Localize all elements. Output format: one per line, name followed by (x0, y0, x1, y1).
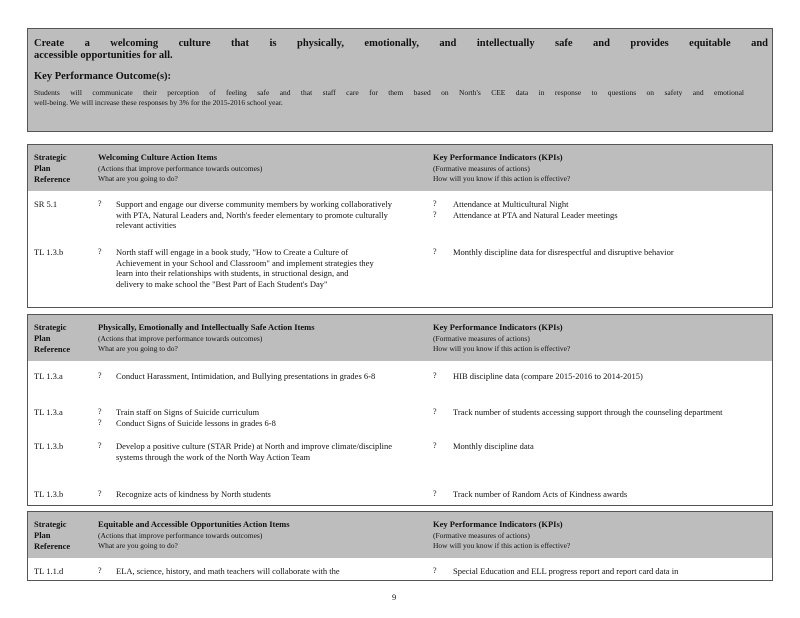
kpo-text-line-2: well-being. We will increase these responses by 3% for the 2015-2016 school year. (34, 98, 283, 107)
action-bullet: ? (98, 489, 102, 498)
kpi-text: Attendance at Multicultural Night (453, 199, 569, 209)
action-question: What are you going to do? (98, 344, 178, 353)
kpi-question: How will you know if this action is effective? (433, 174, 571, 183)
plan-reference: TL 1.3.b (34, 441, 64, 451)
action-bullet: ? (98, 371, 102, 380)
kpi-title: Key Performance Indicators (KPIs) (433, 152, 563, 162)
ref-label-3: Reference (34, 344, 71, 354)
action-text: ELA, science, history, and math teachers will collaborate with the (116, 566, 340, 576)
kpi-subtitle: (Formative measures of actions) (433, 164, 530, 173)
action-text: Develop a positive culture (STAR Pride) at North and improve climate/discipline systems through the work of the North Way Action Team (116, 441, 392, 462)
kpi-text: Track number of Random Acts of Kindness awards (453, 489, 628, 499)
kpi-subtitle: (Formative measures of actions) (433, 531, 530, 540)
action-text: Support and engage our diverse community members by working collaboratively with PTA, Natural Leaders and, North's feeder elementary to promote culturally relevant activities (116, 199, 392, 230)
kpi-text: HIB discipline data (compare 2015-2016 to 2014-2015) (453, 371, 643, 381)
action-bullet: ? (98, 418, 102, 427)
kpi-text: Monthly discipline data (453, 441, 534, 451)
goal-box (27, 28, 773, 132)
ref-label-2: Plan (34, 163, 51, 173)
section-safe-action-items (27, 314, 773, 506)
kpi-bullet: ? (433, 407, 437, 416)
action-title: Welcoming Culture Action Items (98, 152, 218, 162)
action-subtitle: (Actions that improve performance towards outcomes) (98, 531, 263, 540)
ref-label-3: Reference (34, 541, 71, 551)
action-bullet: ? (98, 199, 102, 208)
plan-reference: TL 1.1.d (34, 566, 64, 576)
table-row (28, 195, 772, 245)
kpi-text: Attendance at PTA and Natural Leader meetings (453, 210, 618, 220)
action-title: Equitable and Accessible Opportunities Action Items (98, 519, 290, 529)
table-row (28, 485, 772, 505)
ref-label-1: Strategic (34, 322, 67, 332)
table-row (28, 243, 772, 307)
kpi-bullet: ? (433, 199, 437, 208)
action-question: What are you going to do? (98, 174, 178, 183)
kpi-bullet: ? (433, 210, 437, 219)
ref-label-1: Strategic (34, 519, 67, 529)
kpi-bullet: ? (433, 489, 437, 498)
table-row (28, 437, 772, 481)
action-question: What are you going to do? (98, 541, 178, 550)
action-text: North staff will engage in a book study, "How to Create a Culture of Achievement in your School and Classroom" and implement strategies they learn into their relationships with students, in structional design, and delivery to make school the "Best Part of Each Student's Day" (116, 247, 374, 289)
goal-statement-line-1: Create a welcoming culture that is physically, emotionally, and intellectually safe and provides equitable and (34, 38, 768, 49)
action-bullet: ? (98, 566, 102, 575)
section-welcoming-culture (27, 144, 773, 308)
kpi-bullet: ? (433, 441, 437, 450)
kpi-text: Special Education and ELL progress report and report card data in (453, 566, 679, 576)
action-bullet: ? (98, 407, 102, 416)
action-title: Physically, Emotionally and Intellectually Safe Action Items (98, 322, 315, 332)
table-row (28, 562, 772, 580)
action-text: Conduct Signs of Suicide lessons in grades 6-8 (116, 418, 276, 428)
section-equitable-opportunities (27, 511, 773, 581)
action-bullet: ? (98, 441, 102, 450)
action-text: Recognize acts of kindness by North students (116, 489, 271, 499)
kpi-subtitle: (Formative measures of actions) (433, 334, 530, 343)
kpi-title: Key Performance Indicators (KPIs) (433, 519, 563, 529)
section-header (28, 512, 772, 558)
plan-reference: TL 1.3.a (34, 407, 63, 417)
ref-label-1: Strategic (34, 152, 67, 162)
section-header (28, 315, 772, 361)
section-header (28, 145, 772, 191)
action-bullet: ? (98, 247, 102, 256)
plan-reference: TL 1.3.a (34, 371, 63, 381)
action-subtitle: (Actions that improve performance towards outcomes) (98, 334, 263, 343)
kpi-bullet: ? (433, 247, 437, 256)
plan-reference: TL 1.3.b (34, 247, 64, 257)
kpi-question: How will you know if this action is effective? (433, 541, 571, 550)
action-subtitle: (Actions that improve performance towards outcomes) (98, 164, 263, 173)
ref-label-2: Plan (34, 530, 51, 540)
kpi-bullet: ? (433, 566, 437, 575)
ref-label-3: Reference (34, 174, 71, 184)
plan-reference: SR 5.1 (34, 199, 58, 209)
kpi-title: Key Performance Indicators (KPIs) (433, 322, 563, 332)
kpo-label: Key Performance Outcome(s): (34, 71, 172, 82)
action-text: Train staff on Signs of Suicide curriculum (116, 407, 260, 417)
table-row (28, 367, 772, 401)
page-number: 9 (392, 592, 397, 602)
kpi-question: How will you know if this action is effective? (433, 344, 571, 353)
plan-reference: TL 1.3.b (34, 489, 64, 499)
kpi-text: Track number of students accessing support through the counseling department (453, 407, 723, 417)
ref-label-2: Plan (34, 333, 51, 343)
kpi-text: Monthly discipline data for disrespectful and disruptive behavior (453, 247, 674, 257)
goal-statement-line-2: accessible opportunities for all. (34, 50, 173, 61)
kpo-text-line-1: Students will communicate their perception of feeling safe and that staff care for them based on North's CEE data in response to questions on safety and emotional (34, 88, 744, 97)
kpi-bullet: ? (433, 371, 437, 380)
action-text: Conduct Harassment, Intimidation, and Bullying presentations in grades 6-8 (116, 371, 376, 381)
table-row (28, 403, 772, 437)
